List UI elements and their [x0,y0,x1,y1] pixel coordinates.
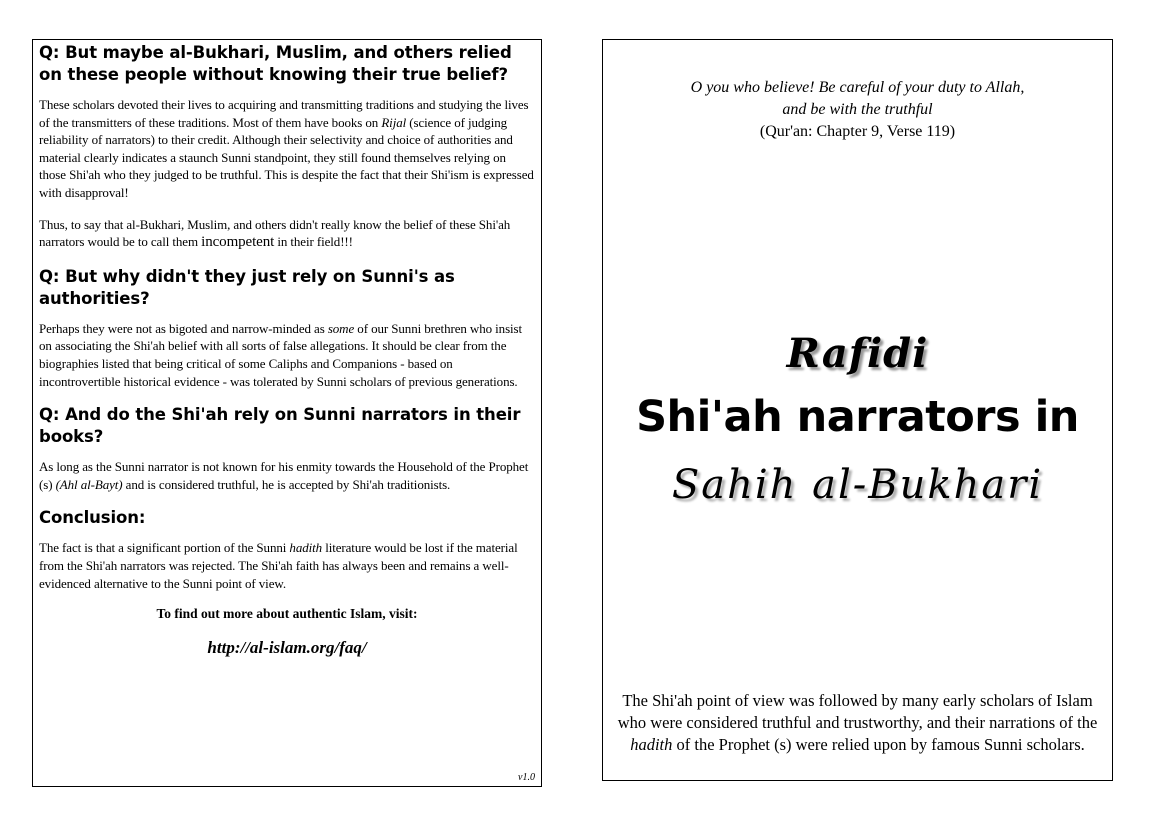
quran-verse [603,77,1112,143]
title-rafidi: Rafidi [786,330,929,377]
emphasis-text: hadith [289,540,323,556]
title-main: Shi'ah narrators in [636,392,1079,442]
emphasis-text: Rijal [381,114,407,130]
left-panel [32,39,542,787]
paragraph-text: These scholars devoted their lives to acquiring and transmitting traditions and studying the lives of the transmitters of these traditions. Most of them have books on [39,97,529,130]
website-link[interactable]: http://al-islam.org/faq/ [207,638,367,658]
paragraph-text: (science of judging reliability of narrators) to their credit. Although their selectivity and choice of authorities and material clearly indicates a staunch Sunni standpoint, they still found themselves relying on those Shi'ah who they judged to be truthful. This is despite the fact that their Shi'ism is expressed with disapproval! [39,114,534,200]
verse-line: and be with the truthful [782,101,933,118]
emphasis-text: (Ahl al-Bayt) [55,476,123,492]
paragraph-text: literature would be lost if the material from the Shi'ah narrators was rejected. The Shi'ah faith has always been and remains a well-evidenced alternative to the Sunni point of view. [39,540,518,591]
verse-line: O you who believe! Be careful of your duty to Allah, [690,79,1025,96]
section-heading: Q: But why didn't they just rely on Sunni's as authorities? [39,266,455,308]
title-sahih: Sahih al-Bukhari [671,462,1044,508]
cover-footer-text [609,690,1106,756]
visit-text: To find out more about authentic Islam, visit: [156,606,418,622]
paragraph [39,458,535,493]
section-heading: Q: And do the Shi'ah rely on Sunni narrators in their books? [39,405,521,447]
paragraph-text: Thus, to say that al-Bukhari, Muslim, and others didn't really know the belief of these Shi'ah narrators would be to call them [39,216,511,250]
right-panel [602,39,1113,781]
paragraph-text: of our Sunni brethren who insist on associating the Shi'ah belief with all sorts of false allegations. It should be clear from the biographies listed that being critical of some Caliphs and Companions - based on incontrovertible historical evidence - was tolerated by Sunni scholars of previous generations. [39,320,523,389]
emphasis-text: incompetent [201,234,275,251]
section-heading: Q: But maybe al-Bukhari, Muslim, and others relied on these people without knowing their true belief? [39,43,512,84]
paragraph-text: The fact is that a significant portion of the Sunni [39,540,290,556]
version-label: v1.0 [518,772,535,783]
paragraph [39,216,535,252]
paragraph-text: As long as the Sunni narrator is not known for his enmity towards the Household of the Prophet (s) [39,459,529,492]
footer-text: of the Prophet (s) were relied upon by famous Sunni scholars. [672,735,1085,754]
paragraph [39,320,535,390]
emphasis-text: some [327,320,355,336]
emphasis-text: hadith [630,735,673,754]
paragraph-text: Perhaps they were not as bigoted and narrow-minded as [39,320,328,336]
paragraph [39,539,535,592]
paragraph-text: in their field!!! [274,234,353,250]
paragraph [39,96,535,202]
paragraph-text: and is considered truthful, he is accepted by Shi'ah traditionists. [122,476,451,492]
section-heading: Conclusion: [39,508,146,528]
verse-reference: (Qur'an: Chapter 9, Verse 119) [759,123,956,140]
footer-text: The Shi'ah point of view was followed by many early scholars of Islam who were considered truthful and trustworthy, and their narrations of the [617,691,1098,732]
